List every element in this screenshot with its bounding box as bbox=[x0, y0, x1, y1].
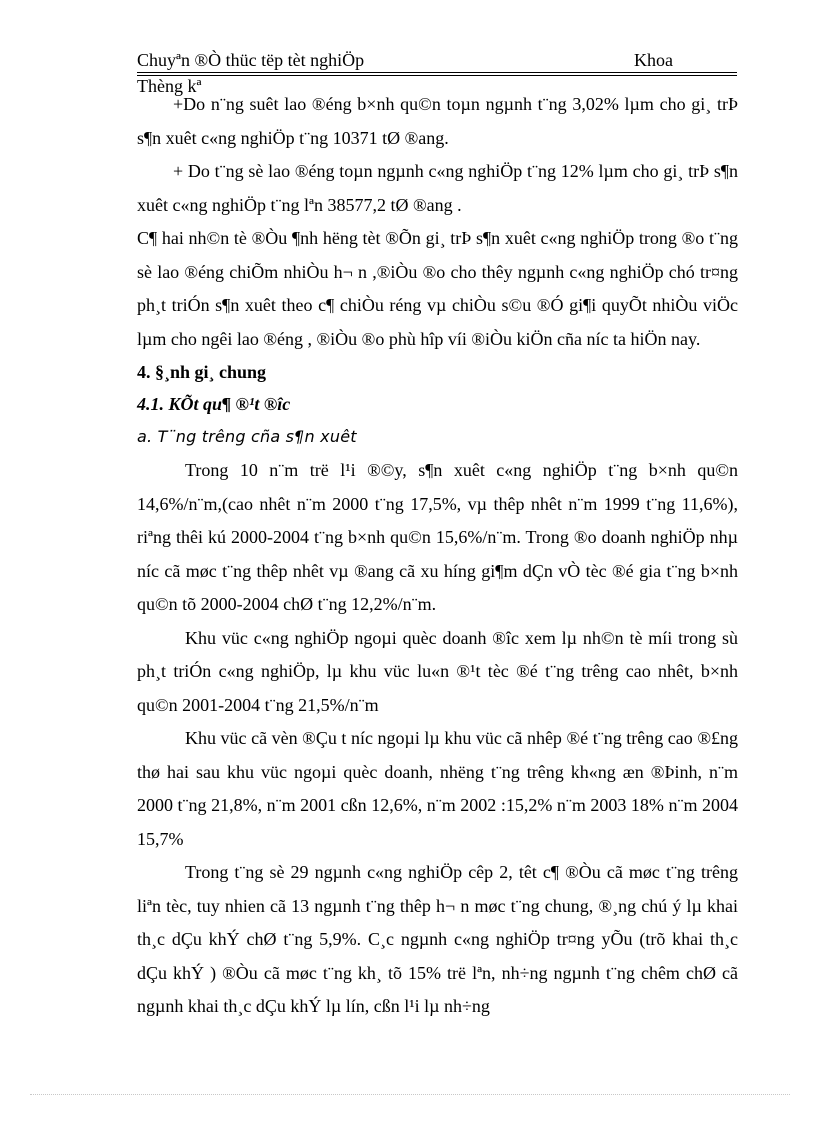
subsubsection-heading: a. T¨ng trêng cña s¶n xuêt bbox=[137, 427, 357, 446]
header-section: Khoa bbox=[634, 50, 673, 70]
paragraph: +Do n¨ng suêt lao ®éng b×nh qu©n toµn ngµnh t¨ng 3,02% lµm cho gi¸ trÞ s¶n xuêt c«ng nghiÖp t¨ng 10371 tØ ®ang. bbox=[137, 94, 738, 148]
paragraph: Trong t¨ng sè 29 ngµnh c«ng nghiÖp cêp 2, têt c¶ ®Òu cã møc t¨ng trêng liªn tèc, tuy nhien cã 13 ngµnh t¨ng thêp h¬ n møc t¨ng chung, ®¸ng chú ý lµ khai th¸c dÇu khÝ chØ t¨ng 5,9%. C¸c ngµnh c«ng nghiÖp tr¤ng yÕu (trõ khai th¸c dÇu khÝ ) ®Òu cã møc t¨ng kh¸ tõ 15% trë lªn, nh÷ng ngµnh t¨ng chêm chØ cã ngµnh khai th¸c dÇu khÝ lµ lín, cßn l¹i lµ nh÷ng bbox=[137, 862, 738, 1016]
header-rule bbox=[137, 72, 737, 73]
page-header bbox=[137, 50, 737, 96]
header-title: Chuyªn ®Ò thüc tëp tèt nghiÖp bbox=[137, 50, 365, 70]
header-rule-double bbox=[137, 75, 737, 76]
document-body bbox=[137, 88, 738, 1024]
header-subline: Thèng kª bbox=[137, 76, 202, 96]
paragraph: + Do t¨ng sè lao ®éng toµn ngµnh c«ng nghiÖp t¨ng 12% lµm cho gi¸ trÞ s¶n xuêt c«ng nghiÖp t¨ng lªn 38577,2 tØ ®ang . bbox=[137, 161, 738, 215]
paragraph: Khu vüc cã vèn ®Çu t níc ngoµi lµ khu vüc cã nhêp ®é t¨ng trêng cao ®£ng thø hai sau khu vüc ngoµi quèc doanh, nhëng t¨ng trêng kh«ng æn ®Þinh, n¨m 2000 t¨ng 21,8%, n¨m 2001 cßn 12,6%, n¨m 2002 :15,2% n¨m 2003 18% n¨m 2004 15,7% bbox=[137, 728, 738, 849]
paragraph: Trong 10 n¨m trë l¹i ®©y, s¶n xuêt c«ng nghiÖp t¨ng b×nh qu©n 14,6%/n¨m,(cao nhêt n¨m 2000 t¨ng 17,5%, vµ thêp nhêt n¨m 1999 t¨ng 11,6%), riªng thêi kú 2000-2004 t¨ng b×nh qu©n 15,6%/n¨m. Trong ®o doanh nghiÖp nhµ níc cã møc t¨ng thêp nhêt vµ ®ang cã xu híng gi¶m dÇn vÒ tèc ®é gia t¨ng b×nh qu©n tõ 2000-2004 chØ t¨ng 12,2%/n¨m. bbox=[137, 460, 738, 614]
section-heading: 4. §¸nh gi¸ chung bbox=[137, 362, 267, 382]
page-bottom-border bbox=[30, 1094, 790, 1095]
paragraph: C¶ hai nh©n tè ®Òu ¶nh hëng tèt ®Õn gi¸ trÞ s¶n xuêt c«ng nghiÖp trong ®o t¨ng sè lao ®éng chiÕm nhiÒu h¬ n ,®iÒu ®o cho thêy ngµnh c«ng nghiÖp chó tr¤ng ph¸t triÓn s¶n xuêt theo c¶ chiÒu réng vµ chiÒu s©u ®Ó gi¶i quyÕt nhiÒu viÖc lµm cho ngêi lao ®éng , ®iÒu ®o phù hîp víi ®iÒu kiÖn cña níc ta hiÖn nay. bbox=[137, 228, 738, 349]
subsection-heading: 4.1. KÕt qu¶ ®¹t ®îc bbox=[137, 394, 291, 414]
paragraph: Khu vüc c«ng nghiÖp ngoµi quèc doanh ®îc xem lµ nh©n tè míi trong sù ph¸t triÓn c«ng nghiÖp, lµ khu vüc lu«n ®¹t tèc ®é t¨ng trêng cao nhêt, b×nh qu©n 2001-2004 t¨ng 21,5%/n¨m bbox=[137, 627, 738, 715]
